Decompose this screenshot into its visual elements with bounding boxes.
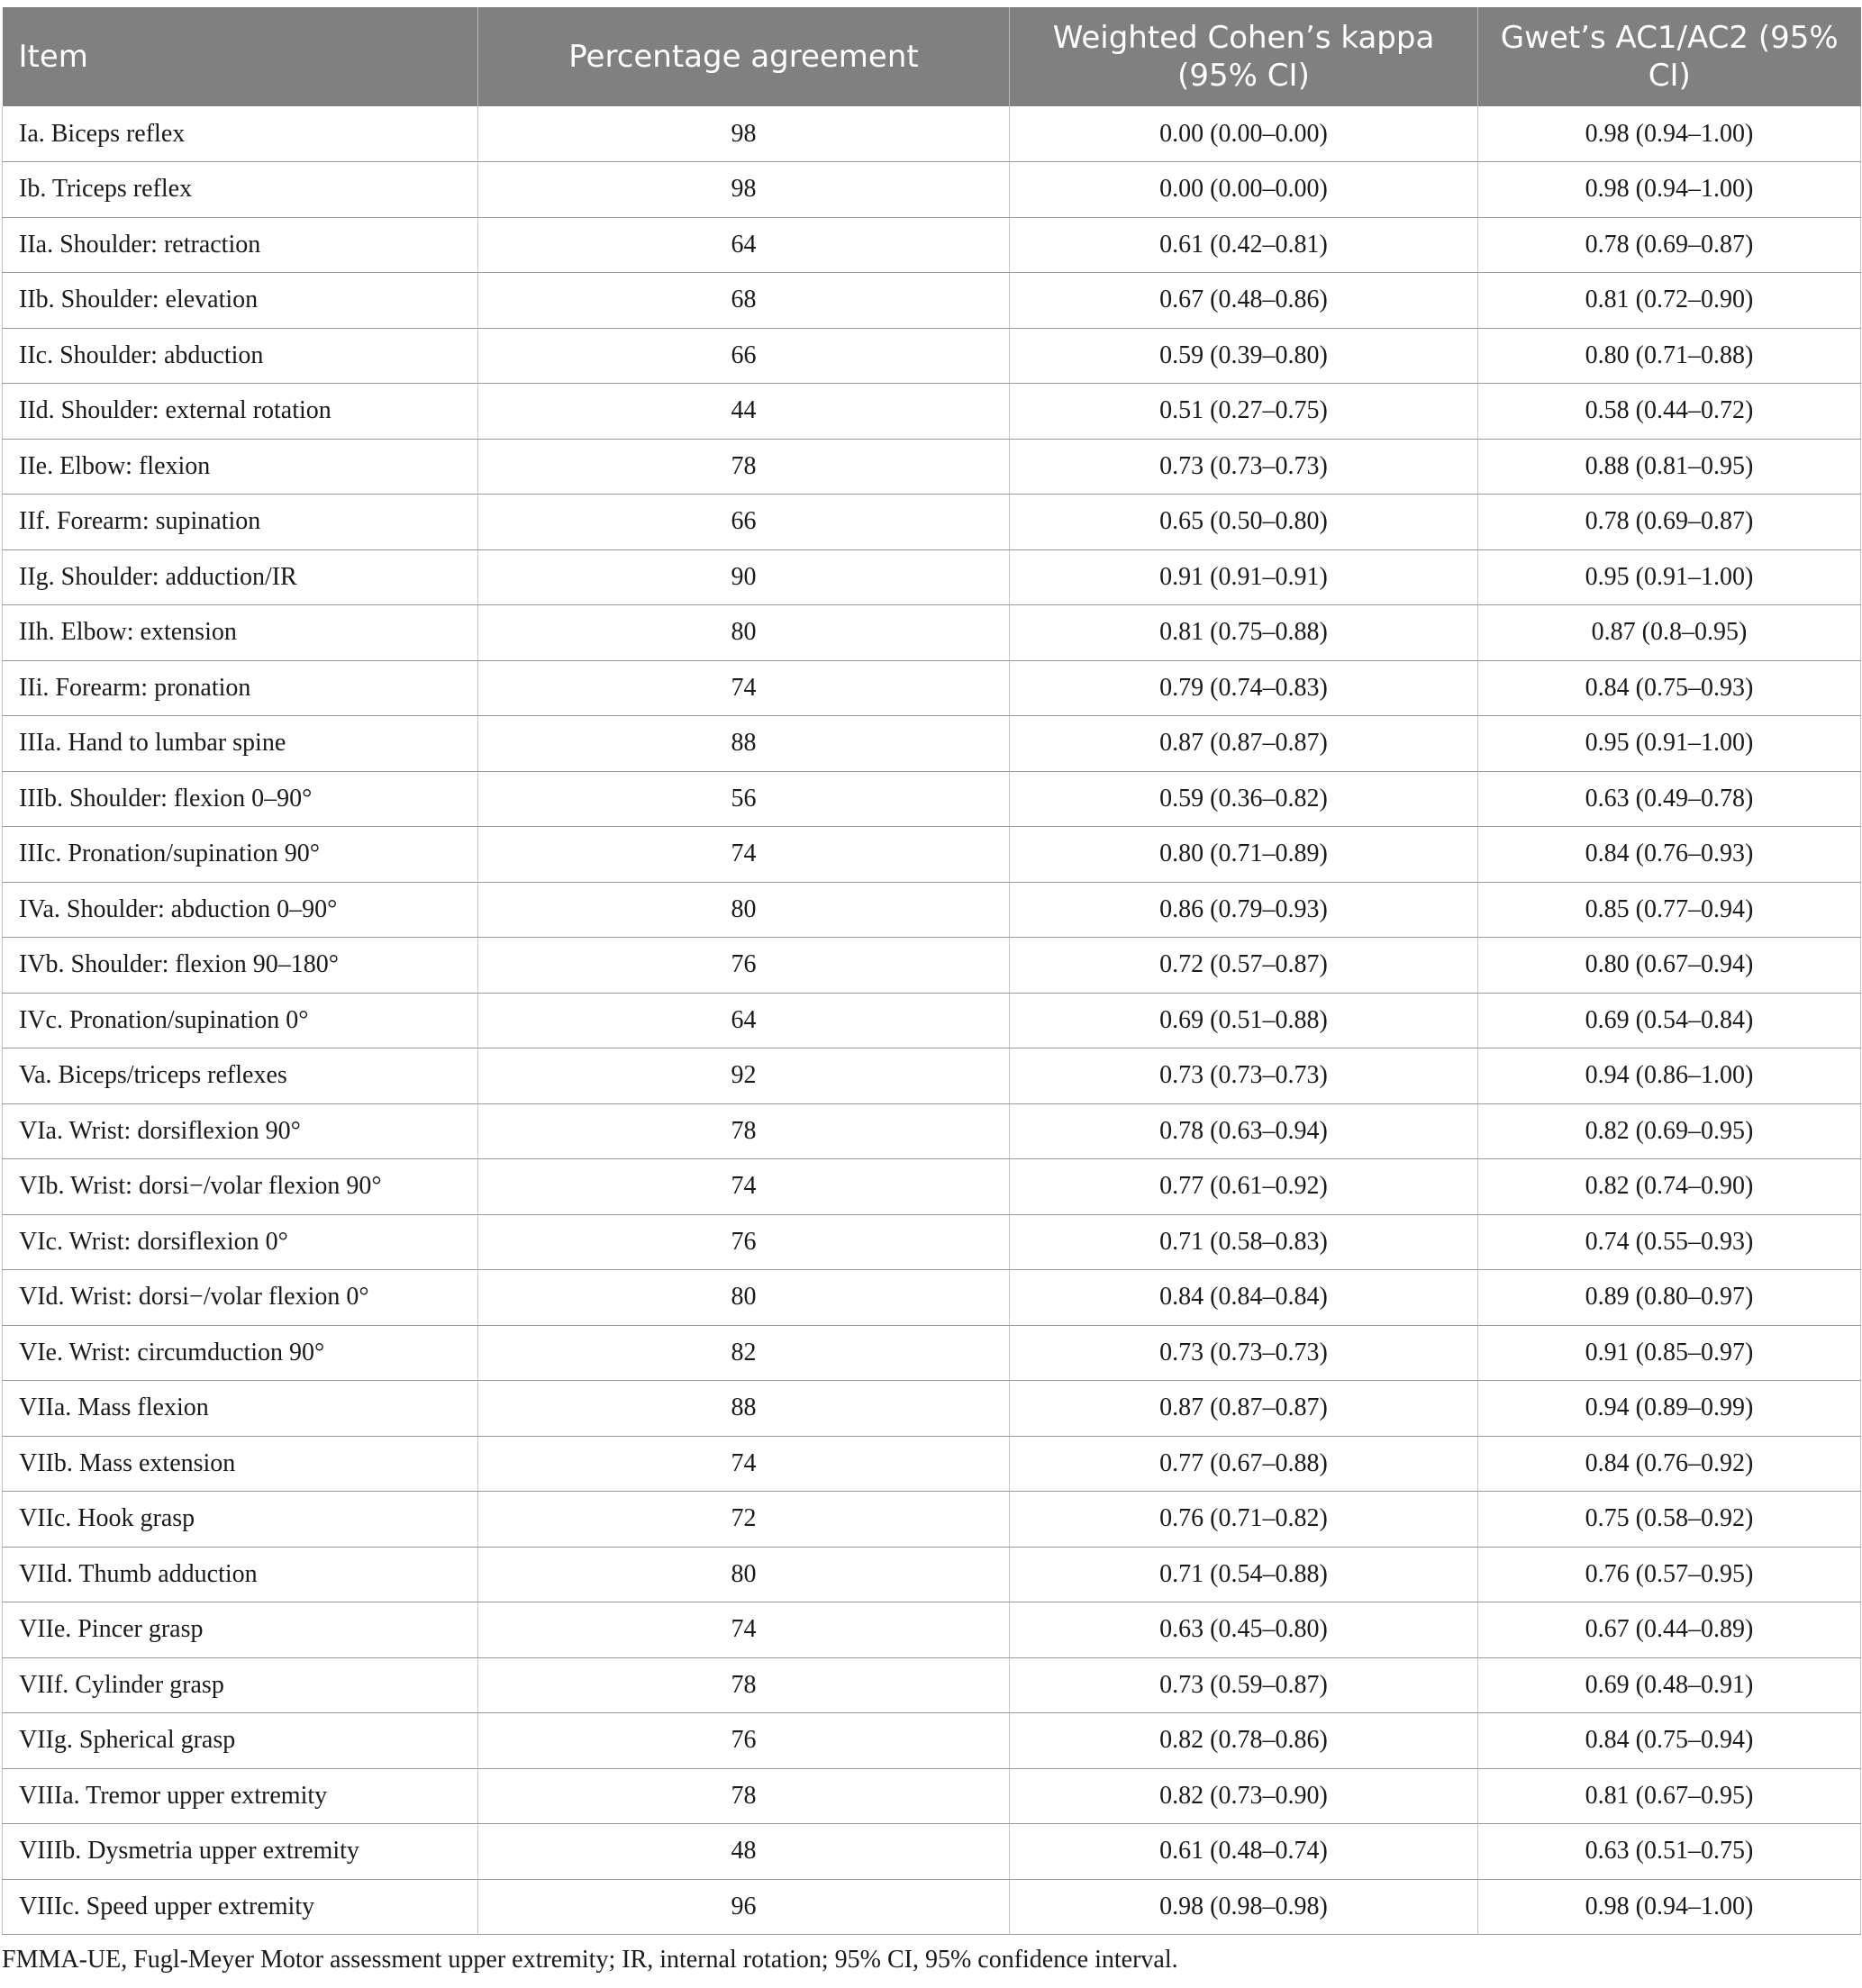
table-row bbox=[3, 1048, 1861, 1104]
table-row bbox=[3, 771, 1861, 827]
cell-weighted-kappa: 0.77 (0.61–0.92) bbox=[1010, 1159, 1478, 1215]
cell-gwet-ac: 0.78 (0.69–0.87) bbox=[1478, 217, 1861, 273]
cell-weighted-kappa: 0.73 (0.73–0.73) bbox=[1010, 1048, 1478, 1104]
cell-percentage-agreement: 48 bbox=[478, 1824, 1010, 1880]
cell-weighted-kappa: 0.51 (0.27–0.75) bbox=[1010, 384, 1478, 440]
table-row bbox=[3, 882, 1861, 938]
cell-item: IIIc. Pronation/supination 90° bbox=[3, 827, 478, 883]
table-body bbox=[3, 106, 1861, 1935]
cell-percentage-agreement: 98 bbox=[478, 162, 1010, 218]
table-row bbox=[3, 1159, 1861, 1215]
table-row bbox=[3, 1824, 1861, 1880]
cell-weighted-kappa: 0.61 (0.48–0.74) bbox=[1010, 1824, 1478, 1880]
cell-gwet-ac: 0.81 (0.67–0.95) bbox=[1478, 1768, 1861, 1824]
cell-item: VIIf. Cylinder grasp bbox=[3, 1657, 478, 1713]
cell-gwet-ac: 0.82 (0.74–0.90) bbox=[1478, 1159, 1861, 1215]
cell-percentage-agreement: 74 bbox=[478, 1159, 1010, 1215]
cell-gwet-ac: 0.85 (0.77–0.94) bbox=[1478, 882, 1861, 938]
cell-gwet-ac: 0.69 (0.48–0.91) bbox=[1478, 1657, 1861, 1713]
cell-percentage-agreement: 76 bbox=[478, 938, 1010, 994]
cell-gwet-ac: 0.84 (0.75–0.93) bbox=[1478, 660, 1861, 716]
cell-percentage-agreement: 82 bbox=[478, 1325, 1010, 1381]
cell-weighted-kappa: 0.84 (0.84–0.84) bbox=[1010, 1270, 1478, 1326]
header-item: Item bbox=[3, 7, 478, 106]
cell-item: VIIIa. Tremor upper extremity bbox=[3, 1768, 478, 1824]
table-row bbox=[3, 1713, 1861, 1769]
table-row bbox=[3, 605, 1861, 661]
cell-weighted-kappa: 0.67 (0.48–0.86) bbox=[1010, 273, 1478, 329]
cell-weighted-kappa: 0.63 (0.45–0.80) bbox=[1010, 1602, 1478, 1658]
cell-gwet-ac: 0.98 (0.94–1.00) bbox=[1478, 106, 1861, 162]
table-row bbox=[3, 328, 1861, 384]
table-row bbox=[3, 993, 1861, 1048]
table-row bbox=[3, 660, 1861, 716]
table-row bbox=[3, 439, 1861, 495]
cell-gwet-ac: 0.67 (0.44–0.89) bbox=[1478, 1602, 1861, 1658]
cell-item: VIId. Thumb adduction bbox=[3, 1547, 478, 1602]
cell-item: IIIb. Shoulder: flexion 0–90° bbox=[3, 771, 478, 827]
table-row bbox=[3, 217, 1861, 273]
cell-gwet-ac: 0.80 (0.71–0.88) bbox=[1478, 328, 1861, 384]
table-row bbox=[3, 1602, 1861, 1658]
cell-gwet-ac: 0.98 (0.94–1.00) bbox=[1478, 162, 1861, 218]
cell-item: IIc. Shoulder: abduction bbox=[3, 328, 478, 384]
cell-gwet-ac: 0.82 (0.69–0.95) bbox=[1478, 1103, 1861, 1159]
cell-item: IId. Shoulder: external rotation bbox=[3, 384, 478, 440]
cell-percentage-agreement: 80 bbox=[478, 882, 1010, 938]
cell-weighted-kappa: 0.61 (0.42–0.81) bbox=[1010, 217, 1478, 273]
cell-item: VIIg. Spherical grasp bbox=[3, 1713, 478, 1769]
table-row bbox=[3, 1768, 1861, 1824]
table-header bbox=[3, 7, 1861, 106]
table-row bbox=[3, 273, 1861, 329]
cell-item: IIg. Shoulder: adduction/IR bbox=[3, 549, 478, 605]
cell-weighted-kappa: 0.73 (0.73–0.73) bbox=[1010, 1325, 1478, 1381]
cell-weighted-kappa: 0.71 (0.54–0.88) bbox=[1010, 1547, 1478, 1602]
cell-percentage-agreement: 88 bbox=[478, 716, 1010, 772]
cell-gwet-ac: 0.69 (0.54–0.84) bbox=[1478, 993, 1861, 1048]
cell-weighted-kappa: 0.77 (0.67–0.88) bbox=[1010, 1436, 1478, 1492]
cell-percentage-agreement: 76 bbox=[478, 1713, 1010, 1769]
table-row bbox=[3, 495, 1861, 550]
cell-item: VIc. Wrist: dorsiflexion 0° bbox=[3, 1214, 478, 1270]
table-row bbox=[3, 1879, 1861, 1935]
cell-item: VIIa. Mass flexion bbox=[3, 1381, 478, 1437]
table-row bbox=[3, 827, 1861, 883]
table-row bbox=[3, 162, 1861, 218]
cell-percentage-agreement: 44 bbox=[478, 384, 1010, 440]
table-row bbox=[3, 1657, 1861, 1713]
cell-percentage-agreement: 74 bbox=[478, 1602, 1010, 1658]
header-row bbox=[3, 7, 1861, 106]
table-row bbox=[3, 1214, 1861, 1270]
cell-item: IIb. Shoulder: elevation bbox=[3, 273, 478, 329]
cell-item: IIe. Elbow: flexion bbox=[3, 439, 478, 495]
cell-gwet-ac: 0.88 (0.81–0.95) bbox=[1478, 439, 1861, 495]
cell-gwet-ac: 0.75 (0.58–0.92) bbox=[1478, 1492, 1861, 1548]
cell-percentage-agreement: 98 bbox=[478, 106, 1010, 162]
cell-percentage-agreement: 80 bbox=[478, 1270, 1010, 1326]
cell-percentage-agreement: 96 bbox=[478, 1879, 1010, 1935]
cell-percentage-agreement: 66 bbox=[478, 495, 1010, 550]
cell-percentage-agreement: 78 bbox=[478, 1657, 1010, 1713]
cell-percentage-agreement: 78 bbox=[478, 1768, 1010, 1824]
cell-gwet-ac: 0.84 (0.75–0.94) bbox=[1478, 1713, 1861, 1769]
cell-weighted-kappa: 0.91 (0.91–0.91) bbox=[1010, 549, 1478, 605]
cell-item: VIIb. Mass extension bbox=[3, 1436, 478, 1492]
cell-gwet-ac: 0.84 (0.76–0.92) bbox=[1478, 1436, 1861, 1492]
cell-percentage-agreement: 68 bbox=[478, 273, 1010, 329]
cell-percentage-agreement: 92 bbox=[478, 1048, 1010, 1104]
cell-item: VIa. Wrist: dorsiflexion 90° bbox=[3, 1103, 478, 1159]
table-row bbox=[3, 1381, 1861, 1437]
agreement-table bbox=[2, 7, 1861, 1935]
cell-weighted-kappa: 0.79 (0.74–0.83) bbox=[1010, 660, 1478, 716]
cell-item: Va. Biceps/triceps reflexes bbox=[3, 1048, 478, 1104]
cell-percentage-agreement: 72 bbox=[478, 1492, 1010, 1548]
cell-gwet-ac: 0.98 (0.94–1.00) bbox=[1478, 1879, 1861, 1935]
cell-item: VIIe. Pincer grasp bbox=[3, 1602, 478, 1658]
table-row bbox=[3, 1103, 1861, 1159]
cell-weighted-kappa: 0.86 (0.79–0.93) bbox=[1010, 882, 1478, 938]
cell-gwet-ac: 0.94 (0.86–1.00) bbox=[1478, 1048, 1861, 1104]
cell-item: IVb. Shoulder: flexion 90–180° bbox=[3, 938, 478, 994]
cell-weighted-kappa: 0.59 (0.39–0.80) bbox=[1010, 328, 1478, 384]
cell-weighted-kappa: 0.78 (0.63–0.94) bbox=[1010, 1103, 1478, 1159]
cell-item: IVc. Pronation/supination 0° bbox=[3, 993, 478, 1048]
cell-weighted-kappa: 0.80 (0.71–0.89) bbox=[1010, 827, 1478, 883]
cell-percentage-agreement: 56 bbox=[478, 771, 1010, 827]
cell-weighted-kappa: 0.82 (0.78–0.86) bbox=[1010, 1713, 1478, 1769]
cell-item: IVa. Shoulder: abduction 0–90° bbox=[3, 882, 478, 938]
cell-weighted-kappa: 0.82 (0.73–0.90) bbox=[1010, 1768, 1478, 1824]
cell-gwet-ac: 0.94 (0.89–0.99) bbox=[1478, 1381, 1861, 1437]
cell-item: IIi. Forearm: pronation bbox=[3, 660, 478, 716]
cell-item: VIIIb. Dysmetria upper extremity bbox=[3, 1824, 478, 1880]
cell-weighted-kappa: 0.98 (0.98–0.98) bbox=[1010, 1879, 1478, 1935]
cell-weighted-kappa: 0.81 (0.75–0.88) bbox=[1010, 605, 1478, 661]
cell-percentage-agreement: 90 bbox=[478, 549, 1010, 605]
cell-item: Ia. Biceps reflex bbox=[3, 106, 478, 162]
table-row bbox=[3, 1325, 1861, 1381]
cell-weighted-kappa: 0.76 (0.71–0.82) bbox=[1010, 1492, 1478, 1548]
cell-gwet-ac: 0.80 (0.67–0.94) bbox=[1478, 938, 1861, 994]
table-row bbox=[3, 1436, 1861, 1492]
cell-gwet-ac: 0.58 (0.44–0.72) bbox=[1478, 384, 1861, 440]
cell-percentage-agreement: 78 bbox=[478, 1103, 1010, 1159]
cell-weighted-kappa: 0.69 (0.51–0.88) bbox=[1010, 993, 1478, 1048]
cell-percentage-agreement: 64 bbox=[478, 993, 1010, 1048]
cell-item: IIf. Forearm: supination bbox=[3, 495, 478, 550]
header-gwets-ac1-ac2: Gwet’s AC1/AC2 (95% CI) bbox=[1478, 7, 1861, 106]
cell-gwet-ac: 0.63 (0.51–0.75) bbox=[1478, 1824, 1861, 1880]
cell-item: IIh. Elbow: extension bbox=[3, 605, 478, 661]
cell-weighted-kappa: 0.59 (0.36–0.82) bbox=[1010, 771, 1478, 827]
header-weighted-cohens-kappa: Weighted Cohen’s kappa (95% CI) bbox=[1010, 7, 1478, 106]
cell-item: VId. Wrist: dorsi−/volar flexion 0° bbox=[3, 1270, 478, 1326]
cell-percentage-agreement: 78 bbox=[478, 439, 1010, 495]
table-row bbox=[3, 384, 1861, 440]
table-row bbox=[3, 1492, 1861, 1548]
cell-gwet-ac: 0.95 (0.91–1.00) bbox=[1478, 549, 1861, 605]
cell-weighted-kappa: 0.73 (0.73–0.73) bbox=[1010, 439, 1478, 495]
cell-gwet-ac: 0.87 (0.8–0.95) bbox=[1478, 605, 1861, 661]
cell-percentage-agreement: 80 bbox=[478, 1547, 1010, 1602]
table-row bbox=[3, 1547, 1861, 1602]
cell-weighted-kappa: 0.00 (0.00–0.00) bbox=[1010, 106, 1478, 162]
cell-item: IIIa. Hand to lumbar spine bbox=[3, 716, 478, 772]
cell-gwet-ac: 0.78 (0.69–0.87) bbox=[1478, 495, 1861, 550]
table-row bbox=[3, 106, 1861, 162]
table-row bbox=[3, 716, 1861, 772]
cell-gwet-ac: 0.81 (0.72–0.90) bbox=[1478, 273, 1861, 329]
cell-weighted-kappa: 0.72 (0.57–0.87) bbox=[1010, 938, 1478, 994]
cell-item: Ib. Triceps reflex bbox=[3, 162, 478, 218]
cell-item: VIb. Wrist: dorsi−/volar flexion 90° bbox=[3, 1159, 478, 1215]
cell-gwet-ac: 0.63 (0.49–0.78) bbox=[1478, 771, 1861, 827]
cell-percentage-agreement: 64 bbox=[478, 217, 1010, 273]
table-row bbox=[3, 1270, 1861, 1326]
cell-gwet-ac: 0.89 (0.80–0.97) bbox=[1478, 1270, 1861, 1326]
header-percentage-agreement: Percentage agreement bbox=[478, 7, 1010, 106]
cell-gwet-ac: 0.84 (0.76–0.93) bbox=[1478, 827, 1861, 883]
cell-item: VIIIc. Speed upper extremity bbox=[3, 1879, 478, 1935]
cell-item: VIIc. Hook grasp bbox=[3, 1492, 478, 1548]
table-row bbox=[3, 938, 1861, 994]
cell-gwet-ac: 0.95 (0.91–1.00) bbox=[1478, 716, 1861, 772]
cell-weighted-kappa: 0.87 (0.87–0.87) bbox=[1010, 716, 1478, 772]
cell-weighted-kappa: 0.71 (0.58–0.83) bbox=[1010, 1214, 1478, 1270]
cell-weighted-kappa: 0.65 (0.50–0.80) bbox=[1010, 495, 1478, 550]
cell-item: IIa. Shoulder: retraction bbox=[3, 217, 478, 273]
cell-percentage-agreement: 66 bbox=[478, 328, 1010, 384]
cell-gwet-ac: 0.76 (0.57–0.95) bbox=[1478, 1547, 1861, 1602]
cell-weighted-kappa: 0.87 (0.87–0.87) bbox=[1010, 1381, 1478, 1437]
cell-percentage-agreement: 88 bbox=[478, 1381, 1010, 1437]
table-footnote: FMMA-UE, Fugl-Meyer Motor assessment upper extremity; IR, internal rotation; 95% CI, 95% confidence interval. bbox=[2, 1946, 1178, 1974]
cell-gwet-ac: 0.74 (0.55–0.93) bbox=[1478, 1214, 1861, 1270]
cell-gwet-ac: 0.91 (0.85–0.97) bbox=[1478, 1325, 1861, 1381]
cell-percentage-agreement: 76 bbox=[478, 1214, 1010, 1270]
cell-percentage-agreement: 80 bbox=[478, 605, 1010, 661]
cell-item: VIe. Wrist: circumduction 90° bbox=[3, 1325, 478, 1381]
cell-percentage-agreement: 74 bbox=[478, 827, 1010, 883]
cell-weighted-kappa: 0.73 (0.59–0.87) bbox=[1010, 1657, 1478, 1713]
table-row bbox=[3, 549, 1861, 605]
cell-percentage-agreement: 74 bbox=[478, 1436, 1010, 1492]
cell-weighted-kappa: 0.00 (0.00–0.00) bbox=[1010, 162, 1478, 218]
cell-percentage-agreement: 74 bbox=[478, 660, 1010, 716]
